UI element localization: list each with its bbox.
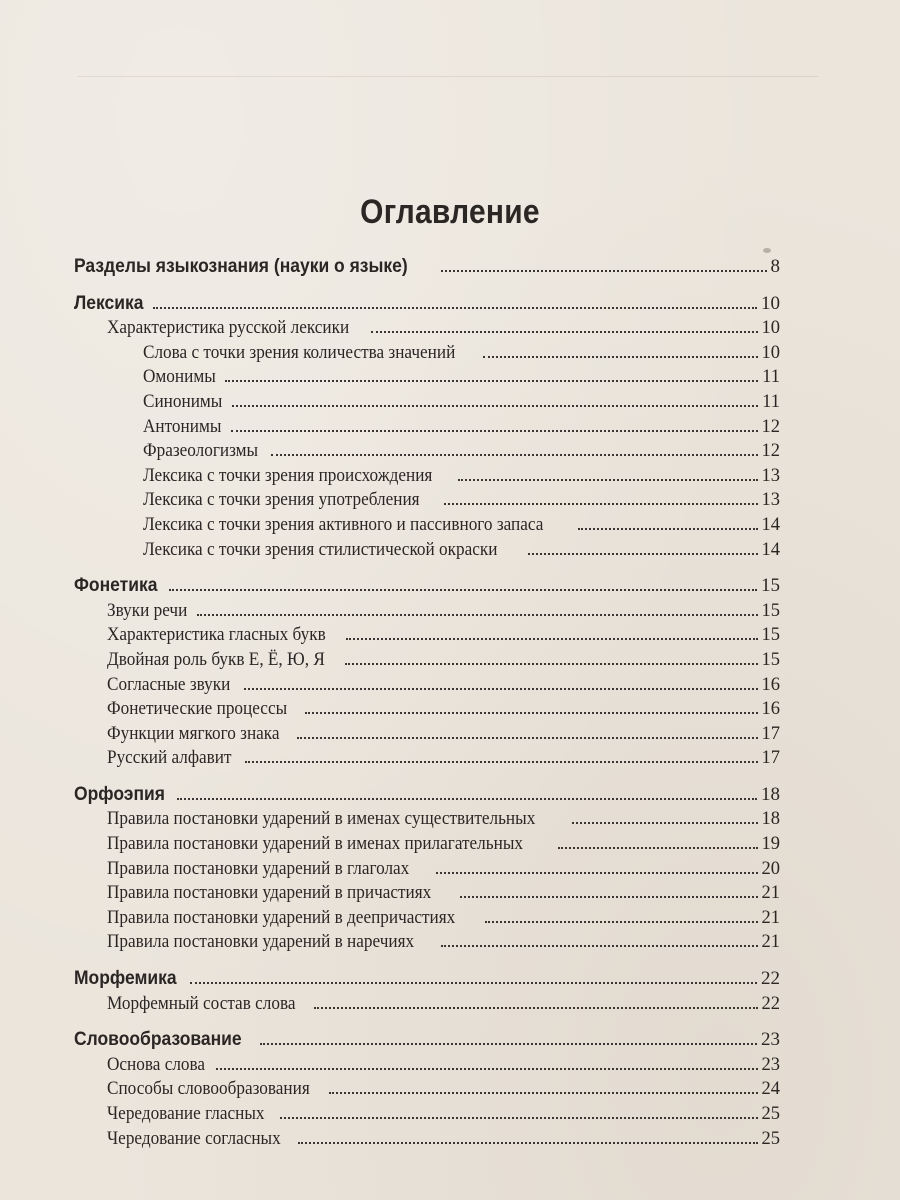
toc-entry-label: Лексика с точки зрения стилистической окраски <box>143 539 498 560</box>
toc-section-entry <box>74 1028 780 1053</box>
dot-leader <box>260 1042 757 1045</box>
dot-leader <box>314 1006 758 1009</box>
dot-leader <box>153 306 757 309</box>
toc-entry-page-number: 23 <box>761 1029 780 1051</box>
toc-entry-page-number: 8 <box>770 256 780 277</box>
dot-leader <box>441 269 767 272</box>
dot-leader <box>558 846 757 849</box>
toc-entry-page-number: 24 <box>761 1079 780 1100</box>
toc-entry-label: Лексика с точки зрения активного и пассивного запаса <box>143 514 544 535</box>
toc-entry <box>74 316 780 341</box>
toc-entry-page-number: 16 <box>761 674 780 695</box>
toc-entry-page-number: 25 <box>761 1128 780 1149</box>
dot-leader <box>197 613 757 616</box>
toc-entry-page-number: 21 <box>761 907 780 928</box>
dot-leader <box>441 944 757 947</box>
toc-entry-label: Правила постановки ударений в причастиях <box>107 883 432 904</box>
dot-leader <box>169 588 757 591</box>
toc-entry <box>74 1053 780 1078</box>
toc-entry <box>74 1077 780 1102</box>
toc-entry-label: Правила постановки ударений в именах прилагательных <box>107 834 523 855</box>
toc-entry <box>74 341 780 366</box>
toc-entry-page-number: 21 <box>761 932 780 953</box>
dot-leader <box>177 797 757 800</box>
toc-entry-label: Лексика <box>74 292 144 314</box>
dot-leader <box>329 1091 757 1094</box>
toc-entry-page-number: 23 <box>761 1054 780 1075</box>
dot-leader <box>231 429 757 432</box>
toc-entry-page-number: 13 <box>761 490 780 511</box>
toc-entry-page-number: 16 <box>761 699 780 720</box>
toc-entry <box>74 881 780 906</box>
dot-leader <box>345 662 757 665</box>
dot-leader <box>297 736 758 739</box>
toc-entry-page-number: 15 <box>761 625 780 646</box>
toc-section-entry <box>74 292 780 317</box>
dot-leader <box>483 355 758 358</box>
toc-entry-label: Морфемный состав слова <box>107 993 296 1014</box>
dot-leader <box>528 552 757 555</box>
toc-entry-label: Правила постановки ударений в глаголах <box>107 858 410 879</box>
toc-entry-label: Фразеологизмы <box>143 441 259 462</box>
toc-entry-page-number: 17 <box>761 723 780 744</box>
toc-entry-label: Согласные звуки <box>107 674 231 695</box>
dot-leader <box>371 330 757 333</box>
toc-entry-label: Русский алфавит <box>107 748 232 769</box>
toc-entry <box>74 415 780 440</box>
toc-entry-page-number: 11 <box>762 391 780 412</box>
dot-leader <box>436 871 757 874</box>
toc-entry-page-number: 20 <box>761 858 780 879</box>
dot-leader <box>190 981 757 984</box>
toc-entry-page-number: 14 <box>761 514 780 535</box>
toc-entry-page-number: 25 <box>761 1104 780 1124</box>
toc-entry-page-number: 15 <box>761 649 780 670</box>
toc-entry <box>74 930 780 955</box>
toc-entry-page-number: 12 <box>761 441 780 462</box>
toc-entry <box>74 390 780 415</box>
toc-entry-label: Морфемика <box>74 968 177 990</box>
toc-entry-label: Словообразование <box>74 1029 242 1051</box>
toc-entry <box>74 648 780 673</box>
dot-leader <box>346 637 757 640</box>
toc-entry-page-number: 21 <box>761 883 780 904</box>
toc-entry-page-number: 22 <box>761 968 780 990</box>
toc-entry <box>74 906 780 931</box>
toc-entry <box>74 857 780 882</box>
toc-entry-page-number: 18 <box>761 783 780 805</box>
toc-section-entry <box>74 574 780 599</box>
toc-entry-page-number: 13 <box>761 465 780 486</box>
dot-leader <box>458 478 757 481</box>
toc-entry <box>74 722 780 747</box>
show-through-rule <box>78 76 818 77</box>
toc-entry-label: Правила постановки ударений в деепричастиях <box>107 907 456 928</box>
toc-entry-page-number: 10 <box>761 318 780 339</box>
dot-leader <box>460 895 758 898</box>
toc-entry <box>74 599 780 624</box>
toc-entry-label: Омонимы <box>143 367 216 388</box>
toc-entry-label: Звуки речи <box>107 600 188 621</box>
dot-leader <box>244 687 758 690</box>
dot-leader <box>280 1116 757 1119</box>
toc-entry-page-number: 15 <box>761 600 780 621</box>
toc-section-entry <box>74 783 780 808</box>
toc-entry-page-number: 11 <box>762 367 780 388</box>
toc-entry <box>74 623 780 648</box>
toc-entry-label: Разделы языкознания (науки о языке) <box>74 256 408 277</box>
toc-entry-label: Двойная роль букв Е, Ё, Ю, Я <box>107 649 325 670</box>
toc-entry-label: Лексика с точки зрения происхождения <box>143 465 433 486</box>
toc-entry-label: Характеристика гласных букв <box>107 625 326 646</box>
toc-entry-label: Характеристика русской лексики <box>107 318 350 339</box>
toc-entry <box>74 464 780 489</box>
toc-entry-page-number: 19 <box>761 834 780 855</box>
dot-leader <box>444 502 757 505</box>
toc-entry-page-number: 15 <box>761 575 780 597</box>
toc-entry <box>74 697 780 722</box>
toc-entry-label: Основа слова <box>107 1054 206 1075</box>
toc-entry-page-number: 18 <box>761 809 780 830</box>
dot-leader <box>245 760 758 763</box>
table-of-contents <box>74 255 780 1151</box>
toc-section-entry <box>74 967 780 992</box>
dot-leader <box>578 527 758 530</box>
dot-leader <box>572 821 758 824</box>
toc-entry-label: Орфоэпия <box>74 783 165 805</box>
toc-entry-label: Функции мягкого знака <box>107 723 280 744</box>
toc-entry <box>74 439 780 464</box>
toc-entry-label: Фонетика <box>74 575 158 597</box>
page-title: Оглавление <box>360 192 540 231</box>
toc-entry-page-number: 14 <box>761 539 780 560</box>
dot-leader <box>298 1141 758 1144</box>
toc-entry-label: Чередование согласных <box>107 1128 281 1149</box>
toc-entry-page-number: 10 <box>761 342 780 363</box>
toc-entry-page-number: 10 <box>761 292 780 314</box>
toc-entry-label: Чередование гласных <box>107 1104 265 1124</box>
toc-entry-label: Лексика с точки зрения употребления <box>143 490 420 511</box>
toc-entry-label: Слова с точки зрения количества значений <box>143 342 456 363</box>
dot-leader <box>232 404 758 407</box>
toc-entry <box>74 538 780 563</box>
toc-entry <box>74 807 780 832</box>
toc-entry <box>74 365 780 390</box>
dot-leader <box>225 379 758 382</box>
toc-entry-label: Синонимы <box>143 391 223 412</box>
toc-entry <box>74 1127 780 1152</box>
toc-entry-label: Правила постановки ударений в именах существительных <box>107 809 536 830</box>
toc-entry-page-number: 22 <box>761 993 780 1014</box>
toc-entry-label: Правила постановки ударений в наречиях <box>107 932 415 953</box>
toc-entry <box>74 513 780 538</box>
dot-leader <box>305 711 758 714</box>
toc-entry-label: Способы словообразования <box>107 1079 310 1100</box>
toc-entry-page-number: 17 <box>761 748 780 769</box>
dot-leader <box>216 1067 757 1070</box>
dot-leader <box>271 453 758 456</box>
toc-entry <box>74 1102 780 1127</box>
toc-entry <box>74 992 780 1017</box>
toc-entry <box>74 488 780 513</box>
dot-leader <box>485 920 757 923</box>
toc-entry-page-number: 12 <box>761 416 780 437</box>
toc-entry <box>74 673 780 698</box>
toc-entry-label: Фонетические процессы <box>107 699 288 720</box>
toc-section-entry <box>74 255 780 280</box>
toc-entry <box>74 832 780 857</box>
toc-entry <box>74 746 780 771</box>
toc-entry-label: Антонимы <box>143 416 222 437</box>
paper-speck <box>763 248 771 253</box>
